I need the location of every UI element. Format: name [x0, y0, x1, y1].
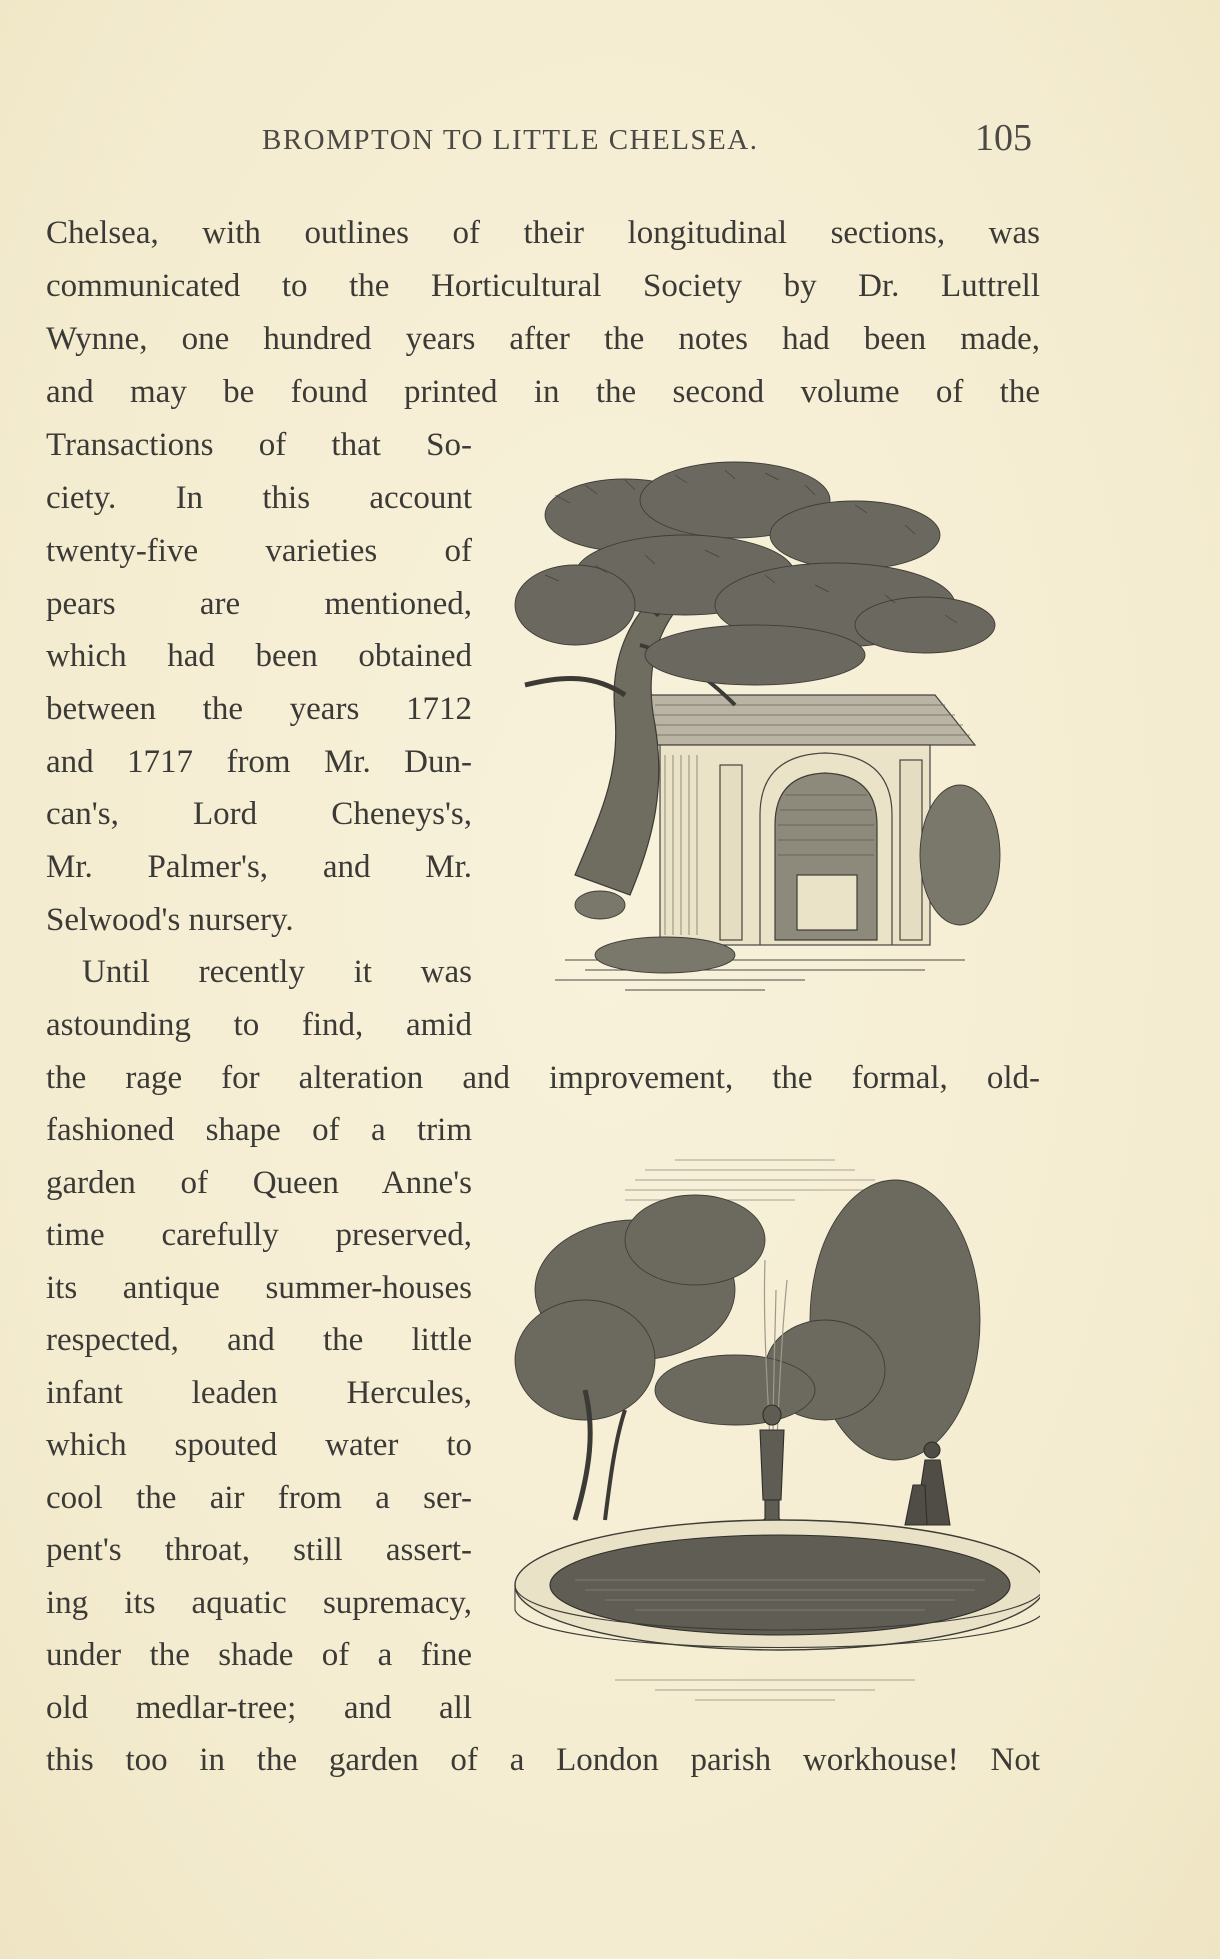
- text-line: fashioned shape of a trim: [46, 1112, 472, 1148]
- fountain-basin: [515, 1520, 1040, 1650]
- text-line: and 1717 from Mr. Dun-: [46, 744, 472, 780]
- text-line: can's, Lord Cheneys's,: [46, 796, 472, 832]
- text-line: which spouted water to: [46, 1427, 472, 1463]
- page-number: 105: [975, 117, 1032, 159]
- text-line: astounding to find, amid: [46, 1007, 472, 1043]
- tree-garden-house-illustration: [505, 455, 1025, 1010]
- tree-foliage: [515, 462, 995, 685]
- text-line: and may be found printed in the second volume of the: [46, 374, 1040, 410]
- text-line: time carefully preserved,: [46, 1217, 472, 1253]
- text-line: cool the air from a ser-: [46, 1480, 472, 1516]
- text-line: respected, and the little: [46, 1322, 472, 1358]
- text-line: old medlar-tree; and all: [46, 1690, 472, 1726]
- text-line: garden of Queen Anne's: [46, 1165, 472, 1201]
- text-line: Wynne, one hundred years after the notes had been made,: [46, 321, 1040, 357]
- text-line: pent's throat, still assert-: [46, 1532, 472, 1568]
- garden-house: [625, 695, 975, 945]
- text-line: ciety. In this account: [46, 480, 472, 516]
- ground-hatching: [615, 1680, 915, 1700]
- fountain-garden-illustration: [495, 1140, 1040, 1715]
- garden-trees: [515, 1180, 980, 1460]
- text-line: communicated to the Horticultural Society by Dr. Luttrell: [46, 268, 1040, 304]
- text-line: twenty-five varieties of: [46, 533, 472, 569]
- text-line: its antique summer-houses: [46, 1270, 472, 1306]
- text-line: Selwood's nursery.: [46, 902, 294, 938]
- running-head: BROMPTON TO LITTLE CHELSEA.: [262, 124, 759, 156]
- text-line: under the shade of a fine: [46, 1637, 472, 1673]
- text-line: Mr. Palmer's, and Mr.: [46, 849, 472, 885]
- sky-hatching: [625, 1160, 895, 1200]
- text-line: between the years 1712: [46, 691, 472, 727]
- text-line: this too in the garden of a London parish workhouse! Not: [46, 1742, 1040, 1778]
- text-line: the rage for alteration and improvement, the formal, old-: [46, 1060, 1040, 1096]
- text-line: infant leaden Hercules,: [46, 1375, 472, 1411]
- text-line: ing its aquatic supremacy,: [46, 1585, 472, 1621]
- text-line: which had been obtained: [46, 638, 472, 674]
- text-line: Chelsea, with outlines of their longitudinal sections, was: [46, 215, 1040, 251]
- text-line: pears are mentioned,: [46, 586, 472, 622]
- text-line: Transactions of that So-: [46, 427, 472, 463]
- text-line: Until recently it was: [82, 954, 472, 990]
